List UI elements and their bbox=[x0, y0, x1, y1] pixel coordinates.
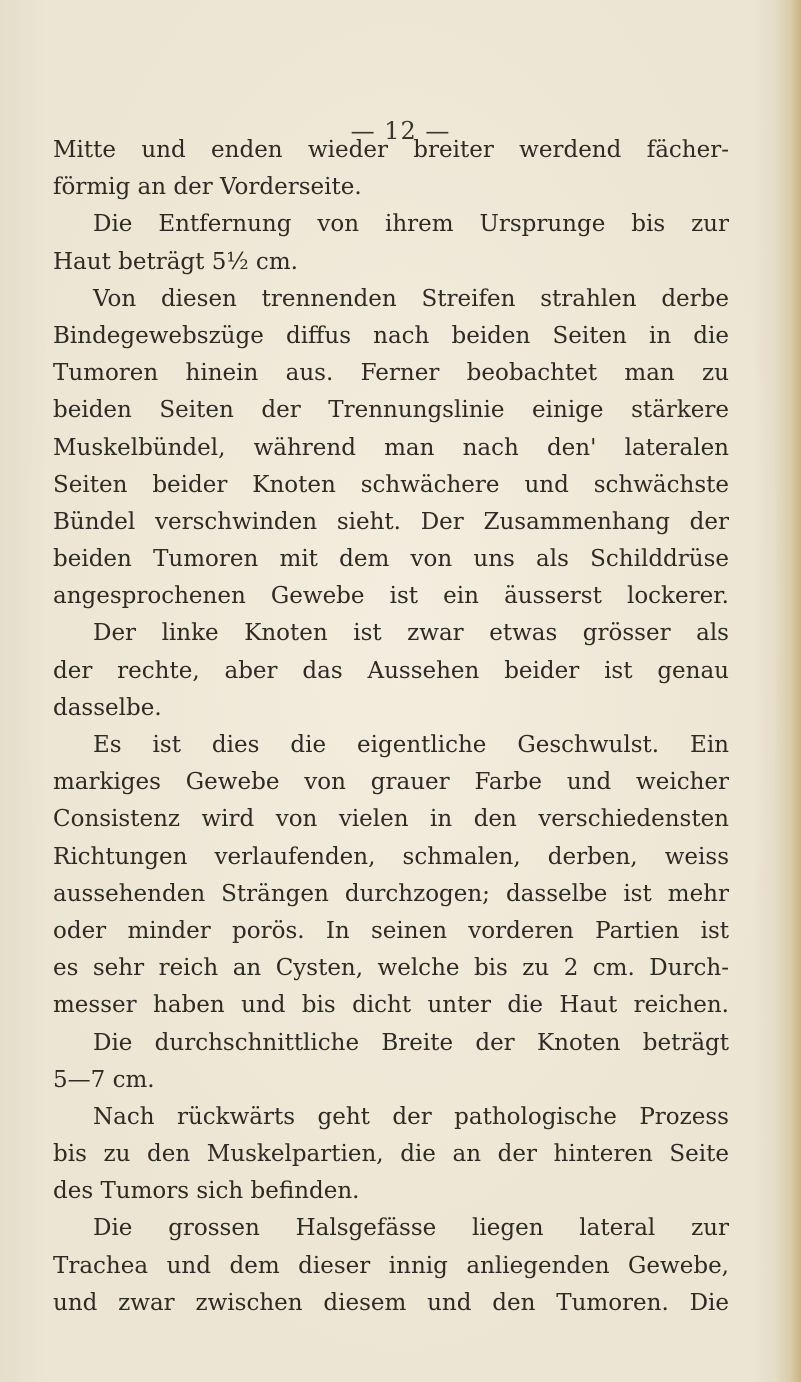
text-line: angesprochenen Gewebe ist ein äusserst lockerer. bbox=[53, 583, 729, 610]
text-line: 5—7 cm. bbox=[53, 1066, 155, 1093]
text-line: und zwar zwischen diesem und den Tumoren. Die bbox=[53, 1289, 729, 1316]
text-line: Die Entfernung von ihrem Ursprunge bis zur bbox=[93, 211, 729, 238]
text-line: Die durchschnittliche Breite der Knoten beträgt bbox=[93, 1029, 729, 1056]
text-line: Haut beträgt 5½ cm. bbox=[53, 248, 298, 275]
text-line: Richtungen verlaufenden, schmalen, derben, weiss bbox=[53, 843, 729, 870]
text-line: Consistenz wird von vielen in den verschiedensten bbox=[53, 806, 729, 833]
text-line: Seiten beider Knoten schwächere und schwächste bbox=[53, 471, 729, 498]
body-text bbox=[53, 132, 729, 1322]
text-line: Es ist dies die eigentliche Geschwulst. Ein bbox=[93, 732, 729, 758]
text-line: aussehenden Strängen durchzogen; dasselbe ist mehr bbox=[53, 880, 729, 907]
text-line: messer haben und bis dicht unter die Haut reichen. bbox=[53, 992, 729, 1019]
text-line: bis zu den Muskelpartien, die an der hinteren Seite bbox=[53, 1141, 729, 1168]
text-line: Muskelbündel, während man nach den' lateralen bbox=[53, 434, 729, 461]
text-line: Die grossen Halsgefässe liegen lateral zur bbox=[93, 1215, 729, 1242]
text-line: Trachea und dem dieser innig anliegenden Gewebe, bbox=[53, 1252, 729, 1279]
text-line: förmig an der Vorderseite. bbox=[53, 174, 362, 201]
text-line: Bündel verschwinden sieht. Der Zusammenhang der bbox=[53, 508, 729, 535]
page-edge-shadow bbox=[775, 0, 801, 1382]
text-line: Bindegewebszüge diffus nach beiden Seiten in die bbox=[53, 322, 729, 349]
text-line: Mitte und enden wieder breiter werdend fächer- bbox=[53, 137, 729, 163]
page-number: — 12 — bbox=[350, 117, 451, 145]
text-line: es sehr reich an Cysten, welche bis zu 2 cm. Durch- bbox=[53, 955, 729, 982]
text-line: Nach rückwärts geht der pathologische Prozess bbox=[93, 1103, 729, 1130]
text-line: Der linke Knoten ist zwar etwas grösser als bbox=[93, 620, 729, 647]
text-line: beiden Seiten der Trennungslinie einige stärkere bbox=[53, 397, 729, 424]
text-line: dasselbe. bbox=[53, 694, 162, 721]
text-line: Von diesen trennenden Streifen strahlen derbe bbox=[93, 285, 729, 312]
text-line: des Tumors sich befinden. bbox=[53, 1178, 360, 1205]
text-line: Tumoren hinein aus. Ferner beobachtet man zu bbox=[53, 360, 729, 387]
text-line: der rechte, aber das Aussehen beider ist genau bbox=[53, 657, 729, 684]
text-line: beiden Tumoren mit dem von uns als Schilddrüse bbox=[53, 546, 729, 573]
text-line: oder minder porös. In seinen vorderen Partien ist bbox=[53, 917, 729, 944]
text-line: markiges Gewebe von grauer Farbe und weicher bbox=[53, 769, 729, 796]
